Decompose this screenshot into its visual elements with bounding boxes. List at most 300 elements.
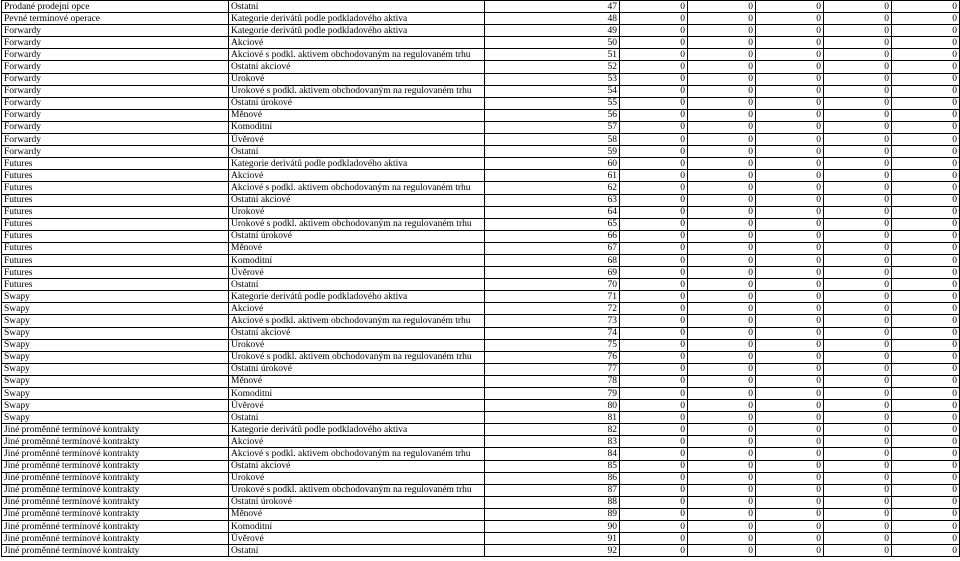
derivative-type-cell: Forwardy: [2, 25, 229, 37]
table-row: [2, 13, 960, 25]
derivative-type-cell: Jiné proměnné termínové kontrakty: [2, 472, 229, 484]
row-number-cell: 51: [485, 49, 620, 61]
derivative-type-cell: Swapy: [2, 339, 229, 351]
value-cell-2: 0: [688, 545, 756, 557]
value-cell-3: 0: [756, 339, 824, 351]
table-row: [2, 1, 960, 13]
value-cell-4: 0: [824, 291, 892, 303]
table-row: [2, 194, 960, 206]
value-cell-1: 0: [620, 412, 688, 424]
value-cell-5: 0: [892, 375, 960, 387]
value-cell-5: 0: [892, 97, 960, 109]
row-number-cell: 89: [485, 508, 620, 520]
value-cell-4: 0: [824, 424, 892, 436]
row-number-cell: 59: [485, 146, 620, 158]
value-cell-2: 0: [688, 61, 756, 73]
row-number-cell: 74: [485, 327, 620, 339]
value-cell-2: 0: [688, 146, 756, 158]
underlying-category-cell: Kategorie derivátů podle podkladového aktiva: [229, 25, 485, 37]
row-number-cell: 53: [485, 73, 620, 85]
value-cell-4: 0: [824, 218, 892, 230]
value-cell-2: 0: [688, 85, 756, 97]
value-cell-1: 0: [620, 218, 688, 230]
value-cell-4: 0: [824, 315, 892, 327]
value-cell-2: 0: [688, 206, 756, 218]
row-number-cell: 60: [485, 158, 620, 170]
value-cell-5: 0: [892, 496, 960, 508]
row-number-cell: 52: [485, 61, 620, 73]
derivative-type-cell: Swapy: [2, 351, 229, 363]
value-cell-2: 0: [688, 25, 756, 37]
value-cell-2: 0: [688, 170, 756, 182]
row-number-cell: 72: [485, 303, 620, 315]
table-row: [2, 303, 960, 315]
table-row: [2, 218, 960, 230]
table-row: [2, 242, 960, 254]
row-number-cell: 67: [485, 242, 620, 254]
value-cell-3: 0: [756, 121, 824, 133]
value-cell-2: 0: [688, 303, 756, 315]
row-number-cell: 92: [485, 545, 620, 557]
derivative-type-cell: Futures: [2, 267, 229, 279]
value-cell-4: 0: [824, 182, 892, 194]
value-cell-5: 0: [892, 424, 960, 436]
value-cell-2: 0: [688, 291, 756, 303]
value-cell-2: 0: [688, 267, 756, 279]
table-row: [2, 182, 960, 194]
value-cell-3: 0: [756, 134, 824, 146]
value-cell-2: 0: [688, 327, 756, 339]
value-cell-1: 0: [620, 1, 688, 13]
value-cell-3: 0: [756, 230, 824, 242]
value-cell-3: 0: [756, 327, 824, 339]
underlying-category-cell: Měnové: [229, 375, 485, 387]
value-cell-3: 0: [756, 460, 824, 472]
value-cell-3: 0: [756, 521, 824, 533]
value-cell-4: 0: [824, 533, 892, 545]
value-cell-1: 0: [620, 13, 688, 25]
value-cell-1: 0: [620, 73, 688, 85]
value-cell-5: 0: [892, 460, 960, 472]
table-row: [2, 73, 960, 85]
underlying-category-cell: Akciové: [229, 436, 485, 448]
value-cell-2: 0: [688, 279, 756, 291]
underlying-category-cell: Akciové: [229, 170, 485, 182]
table-row: [2, 508, 960, 520]
row-number-cell: 82: [485, 424, 620, 436]
underlying-category-cell: Úvěrové: [229, 267, 485, 279]
value-cell-2: 0: [688, 97, 756, 109]
value-cell-4: 0: [824, 206, 892, 218]
row-number-cell: 62: [485, 182, 620, 194]
value-cell-3: 0: [756, 508, 824, 520]
table-row: [2, 375, 960, 387]
value-cell-2: 0: [688, 182, 756, 194]
value-cell-4: 0: [824, 448, 892, 460]
row-number-cell: 86: [485, 472, 620, 484]
value-cell-4: 0: [824, 375, 892, 387]
value-cell-4: 0: [824, 73, 892, 85]
derivative-type-cell: Futures: [2, 254, 229, 266]
value-cell-3: 0: [756, 85, 824, 97]
value-cell-1: 0: [620, 61, 688, 73]
value-cell-5: 0: [892, 37, 960, 49]
value-cell-3: 0: [756, 291, 824, 303]
value-cell-5: 0: [892, 315, 960, 327]
value-cell-4: 0: [824, 388, 892, 400]
value-cell-4: 0: [824, 545, 892, 557]
table-row: [2, 448, 960, 460]
row-number-cell: 76: [485, 351, 620, 363]
value-cell-1: 0: [620, 472, 688, 484]
value-cell-4: 0: [824, 85, 892, 97]
value-cell-4: 0: [824, 134, 892, 146]
derivative-type-cell: Forwardy: [2, 73, 229, 85]
value-cell-2: 0: [688, 194, 756, 206]
table-body: [2, 1, 960, 557]
value-cell-5: 0: [892, 170, 960, 182]
value-cell-1: 0: [620, 315, 688, 327]
value-cell-3: 0: [756, 424, 824, 436]
value-cell-4: 0: [824, 267, 892, 279]
value-cell-5: 0: [892, 49, 960, 61]
value-cell-3: 0: [756, 242, 824, 254]
value-cell-5: 0: [892, 1, 960, 13]
derivative-type-cell: Forwardy: [2, 109, 229, 121]
row-number-cell: 68: [485, 254, 620, 266]
underlying-category-cell: Úrokové: [229, 206, 485, 218]
value-cell-4: 0: [824, 158, 892, 170]
value-cell-2: 0: [688, 230, 756, 242]
value-cell-2: 0: [688, 13, 756, 25]
value-cell-5: 0: [892, 400, 960, 412]
underlying-category-cell: Akciové: [229, 37, 485, 49]
value-cell-4: 0: [824, 146, 892, 158]
row-number-cell: 64: [485, 206, 620, 218]
underlying-category-cell: Ostatní akciové: [229, 61, 485, 73]
value-cell-4: 0: [824, 97, 892, 109]
derivative-type-cell: Jiné proměnné termínové kontrakty: [2, 496, 229, 508]
derivative-type-cell: Jiné proměnné termínové kontrakty: [2, 460, 229, 472]
value-cell-5: 0: [892, 61, 960, 73]
underlying-category-cell: Kategorie derivátů podle podkladového aktiva: [229, 13, 485, 25]
value-cell-5: 0: [892, 303, 960, 315]
value-cell-1: 0: [620, 363, 688, 375]
value-cell-3: 0: [756, 363, 824, 375]
derivative-type-cell: Jiné proměnné termínové kontrakty: [2, 545, 229, 557]
value-cell-3: 0: [756, 49, 824, 61]
underlying-category-cell: Ostatní: [229, 1, 485, 13]
value-cell-1: 0: [620, 134, 688, 146]
row-number-cell: 55: [485, 97, 620, 109]
value-cell-3: 0: [756, 351, 824, 363]
table-row: [2, 146, 960, 158]
derivative-type-cell: Forwardy: [2, 61, 229, 73]
value-cell-3: 0: [756, 400, 824, 412]
value-cell-1: 0: [620, 508, 688, 520]
derivative-type-cell: Futures: [2, 279, 229, 291]
underlying-category-cell: Měnové: [229, 242, 485, 254]
underlying-category-cell: Ostatní akciové: [229, 194, 485, 206]
derivative-type-cell: Jiné proměnné termínové kontrakty: [2, 436, 229, 448]
table-row: [2, 97, 960, 109]
derivative-type-cell: Forwardy: [2, 146, 229, 158]
table-row: [2, 279, 960, 291]
value-cell-1: 0: [620, 146, 688, 158]
underlying-category-cell: Kategorie derivátů podle podkladového aktiva: [229, 424, 485, 436]
value-cell-1: 0: [620, 109, 688, 121]
value-cell-5: 0: [892, 73, 960, 85]
underlying-category-cell: Komoditní: [229, 254, 485, 266]
value-cell-4: 0: [824, 194, 892, 206]
row-number-cell: 73: [485, 315, 620, 327]
row-number-cell: 49: [485, 25, 620, 37]
table-row: [2, 460, 960, 472]
underlying-category-cell: Ostatní: [229, 545, 485, 557]
value-cell-4: 0: [824, 412, 892, 424]
table-row: [2, 484, 960, 496]
value-cell-1: 0: [620, 182, 688, 194]
value-cell-1: 0: [620, 400, 688, 412]
derivative-type-cell: Forwardy: [2, 37, 229, 49]
value-cell-3: 0: [756, 267, 824, 279]
value-cell-4: 0: [824, 1, 892, 13]
underlying-category-cell: Ostatní úrokové: [229, 97, 485, 109]
derivative-type-cell: Jiné proměnné termínové kontrakty: [2, 484, 229, 496]
underlying-category-cell: Akciové s podkl. aktivem obchodovaným na regulovaném trhu: [229, 315, 485, 327]
value-cell-2: 0: [688, 1, 756, 13]
derivative-type-cell: Futures: [2, 218, 229, 230]
value-cell-3: 0: [756, 315, 824, 327]
value-cell-2: 0: [688, 460, 756, 472]
value-cell-1: 0: [620, 496, 688, 508]
row-number-cell: 75: [485, 339, 620, 351]
value-cell-1: 0: [620, 158, 688, 170]
row-number-cell: 83: [485, 436, 620, 448]
derivative-type-cell: Swapy: [2, 412, 229, 424]
value-cell-4: 0: [824, 400, 892, 412]
derivative-type-cell: Jiné proměnné termínové kontrakty: [2, 533, 229, 545]
value-cell-2: 0: [688, 472, 756, 484]
table-row: [2, 85, 960, 97]
table-row: [2, 25, 960, 37]
row-number-cell: 81: [485, 412, 620, 424]
value-cell-5: 0: [892, 448, 960, 460]
value-cell-3: 0: [756, 472, 824, 484]
table-row: [2, 206, 960, 218]
value-cell-2: 0: [688, 533, 756, 545]
value-cell-2: 0: [688, 339, 756, 351]
value-cell-4: 0: [824, 254, 892, 266]
value-cell-2: 0: [688, 436, 756, 448]
value-cell-2: 0: [688, 521, 756, 533]
value-cell-4: 0: [824, 521, 892, 533]
value-cell-3: 0: [756, 436, 824, 448]
value-cell-3: 0: [756, 194, 824, 206]
derivative-type-cell: Forwardy: [2, 49, 229, 61]
row-number-cell: 84: [485, 448, 620, 460]
value-cell-2: 0: [688, 400, 756, 412]
value-cell-4: 0: [824, 303, 892, 315]
derivative-type-cell: Futures: [2, 230, 229, 242]
underlying-category-cell: Komoditní: [229, 388, 485, 400]
value-cell-1: 0: [620, 327, 688, 339]
value-cell-3: 0: [756, 375, 824, 387]
value-cell-5: 0: [892, 25, 960, 37]
value-cell-5: 0: [892, 182, 960, 194]
value-cell-1: 0: [620, 85, 688, 97]
derivative-type-cell: Swapy: [2, 363, 229, 375]
value-cell-5: 0: [892, 436, 960, 448]
value-cell-2: 0: [688, 351, 756, 363]
value-cell-5: 0: [892, 412, 960, 424]
underlying-category-cell: Kategorie derivátů podle podkladového aktiva: [229, 158, 485, 170]
value-cell-2: 0: [688, 121, 756, 133]
value-cell-5: 0: [892, 339, 960, 351]
value-cell-5: 0: [892, 545, 960, 557]
value-cell-1: 0: [620, 49, 688, 61]
table-row: [2, 49, 960, 61]
value-cell-4: 0: [824, 121, 892, 133]
row-number-cell: 88: [485, 496, 620, 508]
underlying-category-cell: Úvěrové: [229, 533, 485, 545]
table-row: [2, 363, 960, 375]
value-cell-1: 0: [620, 424, 688, 436]
derivative-type-cell: Jiné proměnné termínové kontrakty: [2, 508, 229, 520]
value-cell-5: 0: [892, 121, 960, 133]
value-cell-5: 0: [892, 13, 960, 25]
value-cell-2: 0: [688, 388, 756, 400]
value-cell-1: 0: [620, 448, 688, 460]
value-cell-5: 0: [892, 230, 960, 242]
value-cell-4: 0: [824, 37, 892, 49]
value-cell-2: 0: [688, 242, 756, 254]
value-cell-1: 0: [620, 460, 688, 472]
value-cell-5: 0: [892, 472, 960, 484]
value-cell-5: 0: [892, 267, 960, 279]
value-cell-4: 0: [824, 279, 892, 291]
value-cell-5: 0: [892, 291, 960, 303]
underlying-category-cell: Ostatní: [229, 146, 485, 158]
derivative-type-cell: Forwardy: [2, 134, 229, 146]
value-cell-3: 0: [756, 61, 824, 73]
row-number-cell: 87: [485, 484, 620, 496]
table-row: [2, 521, 960, 533]
value-cell-2: 0: [688, 315, 756, 327]
derivative-type-cell: Jiné proměnné termínové kontrakty: [2, 448, 229, 460]
table-row: [2, 533, 960, 545]
row-number-cell: 70: [485, 279, 620, 291]
underlying-category-cell: Úrokové: [229, 339, 485, 351]
row-number-cell: 47: [485, 1, 620, 13]
value-cell-5: 0: [892, 388, 960, 400]
value-cell-5: 0: [892, 363, 960, 375]
underlying-category-cell: Úrokové s podkl. aktivem obchodovaným na regulovaném trhu: [229, 351, 485, 363]
table-row: [2, 121, 960, 133]
value-cell-1: 0: [620, 533, 688, 545]
underlying-category-cell: Akciové s podkl. aktivem obchodovaným na regulovaném trhu: [229, 49, 485, 61]
underlying-category-cell: Ostatní akciové: [229, 460, 485, 472]
value-cell-3: 0: [756, 412, 824, 424]
value-cell-2: 0: [688, 363, 756, 375]
table-row: [2, 61, 960, 73]
row-number-cell: 69: [485, 267, 620, 279]
value-cell-4: 0: [824, 109, 892, 121]
value-cell-2: 0: [688, 484, 756, 496]
value-cell-5: 0: [892, 218, 960, 230]
row-number-cell: 50: [485, 37, 620, 49]
value-cell-5: 0: [892, 327, 960, 339]
value-cell-3: 0: [756, 254, 824, 266]
table-row: [2, 134, 960, 146]
underlying-category-cell: Úvěrové: [229, 400, 485, 412]
value-cell-4: 0: [824, 170, 892, 182]
value-cell-3: 0: [756, 158, 824, 170]
value-cell-4: 0: [824, 49, 892, 61]
value-cell-1: 0: [620, 242, 688, 254]
derivative-type-cell: Jiné proměnné termínové kontrakty: [2, 521, 229, 533]
value-cell-1: 0: [620, 484, 688, 496]
value-cell-3: 0: [756, 170, 824, 182]
table-row: [2, 436, 960, 448]
value-cell-4: 0: [824, 496, 892, 508]
value-cell-5: 0: [892, 521, 960, 533]
derivative-type-cell: Forwardy: [2, 85, 229, 97]
underlying-category-cell: Ostatní úrokové: [229, 496, 485, 508]
value-cell-1: 0: [620, 230, 688, 242]
value-cell-3: 0: [756, 182, 824, 194]
value-cell-2: 0: [688, 73, 756, 85]
value-cell-4: 0: [824, 436, 892, 448]
row-number-cell: 63: [485, 194, 620, 206]
table-row: [2, 351, 960, 363]
value-cell-1: 0: [620, 194, 688, 206]
value-cell-4: 0: [824, 484, 892, 496]
value-cell-5: 0: [892, 254, 960, 266]
table-row: [2, 496, 960, 508]
value-cell-1: 0: [620, 545, 688, 557]
value-cell-1: 0: [620, 436, 688, 448]
value-cell-1: 0: [620, 25, 688, 37]
value-cell-5: 0: [892, 242, 960, 254]
value-cell-3: 0: [756, 533, 824, 545]
value-cell-3: 0: [756, 146, 824, 158]
derivative-type-cell: Pevné termínové operace: [2, 13, 229, 25]
row-number-cell: 85: [485, 460, 620, 472]
value-cell-5: 0: [892, 279, 960, 291]
underlying-category-cell: Komoditní: [229, 521, 485, 533]
row-number-cell: 80: [485, 400, 620, 412]
value-cell-5: 0: [892, 508, 960, 520]
value-cell-1: 0: [620, 339, 688, 351]
value-cell-3: 0: [756, 448, 824, 460]
value-cell-4: 0: [824, 472, 892, 484]
derivative-type-cell: Futures: [2, 158, 229, 170]
table-row: [2, 315, 960, 327]
derivative-type-cell: Swapy: [2, 400, 229, 412]
value-cell-3: 0: [756, 496, 824, 508]
value-cell-1: 0: [620, 206, 688, 218]
derivative-type-cell: Prodané prodejní opce: [2, 1, 229, 13]
value-cell-1: 0: [620, 291, 688, 303]
table-row: [2, 472, 960, 484]
value-cell-3: 0: [756, 25, 824, 37]
value-cell-3: 0: [756, 388, 824, 400]
derivative-type-cell: Swapy: [2, 303, 229, 315]
row-number-cell: 78: [485, 375, 620, 387]
value-cell-5: 0: [892, 206, 960, 218]
underlying-category-cell: Úrokové s podkl. aktivem obchodovaným na regulovaném trhu: [229, 85, 485, 97]
